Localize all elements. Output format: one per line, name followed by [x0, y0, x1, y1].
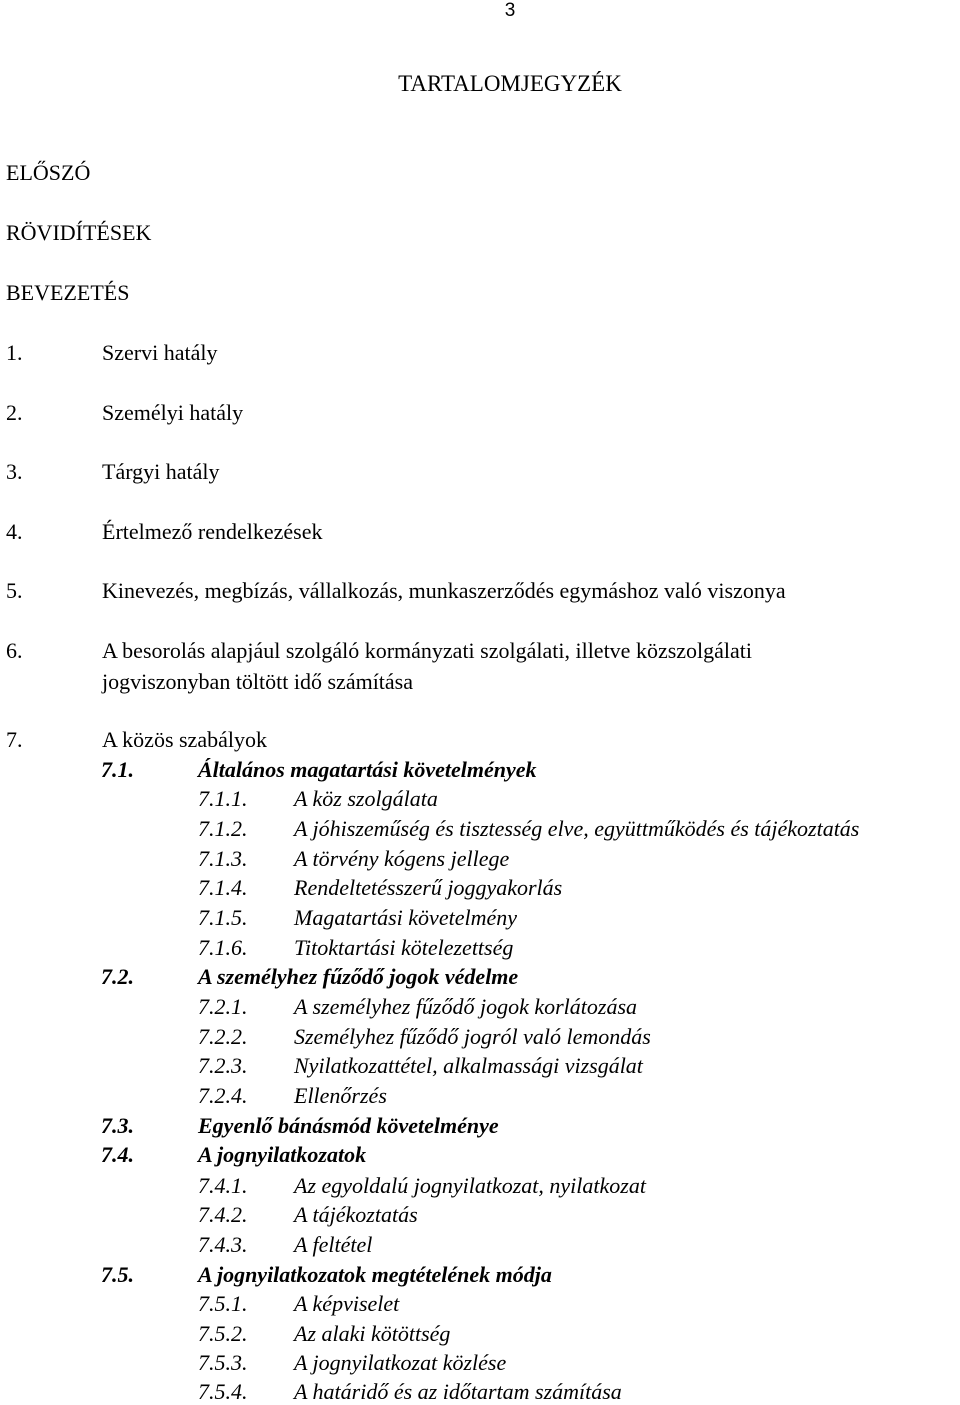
toc-item-title: A köz szolgálata	[294, 786, 438, 811]
toc-chapter-number: 4.	[6, 519, 23, 544]
toc-chapter-title: A közös szabályok	[102, 727, 267, 752]
toc-chapter-title: Kinevezés, megbízás, vállalkozás, munkaszerződés egymáshoz való viszonya	[102, 578, 786, 603]
toc-item-title: A tájékoztatás	[294, 1202, 418, 1227]
toc-item-number: 7.1.3.	[198, 846, 248, 871]
toc-chapter-title: Tárgyi hatály	[102, 459, 220, 484]
toc-chapter-number: 6.	[6, 638, 23, 663]
toc-section-bevezetes: BEVEZETÉS	[6, 280, 130, 305]
toc-section-rovidites: RÖVIDÍTÉSEK	[6, 220, 152, 245]
toc-subsection-title: Egyenlő bánásmód követelménye	[198, 1113, 499, 1138]
toc-title: TARTALOMJEGYZÉK	[398, 71, 622, 96]
toc-item-number: 7.4.3.	[198, 1232, 248, 1257]
toc-item-title: Rendeltetésszerű joggyakorlás	[294, 875, 563, 900]
toc-subsection-title: A jognyilatkozatok megtételének módja	[198, 1262, 552, 1287]
toc-item-number: 7.1.4.	[198, 875, 248, 900]
toc-item-title: A jognyilatkozat közlése	[294, 1350, 507, 1375]
toc-subsection-title: A személyhez fűződő jogok védelme	[198, 964, 519, 989]
toc-item-title: A határidő és az időtartam számítása	[294, 1379, 622, 1404]
toc-item-number: 7.1.2.	[198, 816, 248, 841]
toc-item-number: 7.1.1.	[198, 786, 248, 811]
toc-chapter-title: Személyi hatály	[102, 400, 244, 425]
toc-chapter-title: Értelmező rendelkezések	[102, 519, 323, 544]
toc-item-number: 7.4.1.	[198, 1173, 248, 1198]
toc-section-eloszo: ELŐSZÓ	[6, 160, 91, 185]
toc-item-number: 7.2.2.	[198, 1024, 248, 1049]
toc-chapter-title: A besorolás alapjául szolgáló kormányzati szolgálati, illetve közszolgálati	[102, 638, 753, 663]
toc-item-title: A feltétel	[294, 1232, 373, 1257]
toc-item-number: 7.2.1.	[198, 994, 248, 1019]
toc-item-title: Az egyoldalú jognyilatkozat, nyilatkozat	[294, 1173, 646, 1198]
toc-item-title: A jóhiszeműség és tisztesség elve, együttműködés és tájékoztatás	[294, 816, 860, 841]
toc-subsection-number: 7.1.	[101, 757, 134, 782]
toc-item-title: A személyhez fűződő jogok korlátozása	[294, 994, 638, 1019]
toc-item-title: A törvény kógens jellege	[294, 846, 510, 871]
toc-item-number: 7.5.4.	[198, 1379, 248, 1404]
toc-item-title: Nyilatkozattétel, alkalmassági vizsgálat	[294, 1053, 643, 1078]
toc-item-title: Az alaki kötöttség	[294, 1321, 451, 1346]
toc-item-title: Magatartási követelmény	[294, 905, 517, 930]
toc-subsection-title: A jognyilatkozatok	[198, 1142, 367, 1167]
toc-item-title: Titoktartási kötelezettség	[294, 935, 514, 960]
toc-chapter-title: Szervi hatály	[102, 340, 218, 365]
toc-subsection-title: Általános magatartási követelmények	[198, 757, 537, 782]
toc-subsection-number: 7.4.	[101, 1142, 134, 1167]
toc-item-number: 7.5.1.	[198, 1291, 248, 1316]
toc-chapter-number: 1.	[6, 340, 23, 365]
toc-item-number: 7.5.2.	[198, 1321, 248, 1346]
toc-subsection-number: 7.3.	[101, 1113, 134, 1138]
toc-chapter-title-continued: jogviszonyban töltött idő számítása	[102, 669, 414, 694]
toc-subsection-number: 7.5.	[101, 1262, 134, 1287]
toc-item-number: 7.5.3.	[198, 1350, 248, 1375]
toc-item-number: 7.2.4.	[198, 1083, 248, 1108]
page-number: 3	[504, 0, 516, 21]
toc-chapter-number: 5.	[6, 578, 23, 603]
toc-chapter-number: 2.	[6, 400, 23, 425]
toc-item-title: A képviselet	[294, 1291, 400, 1316]
toc-subsection-number: 7.2.	[101, 964, 134, 989]
toc-item-number: 7.1.5.	[198, 905, 248, 930]
toc-item-number: 7.2.3.	[198, 1053, 248, 1078]
toc-item-title: Ellenőrzés	[294, 1083, 387, 1108]
toc-item-number: 7.1.6.	[198, 935, 248, 960]
toc-chapter-number: 3.	[6, 459, 23, 484]
toc-chapter-number: 7.	[6, 727, 23, 752]
toc-item-number: 7.4.2.	[198, 1202, 248, 1227]
toc-item-title: Személyhez fűződő jogról való lemondás	[294, 1024, 651, 1049]
